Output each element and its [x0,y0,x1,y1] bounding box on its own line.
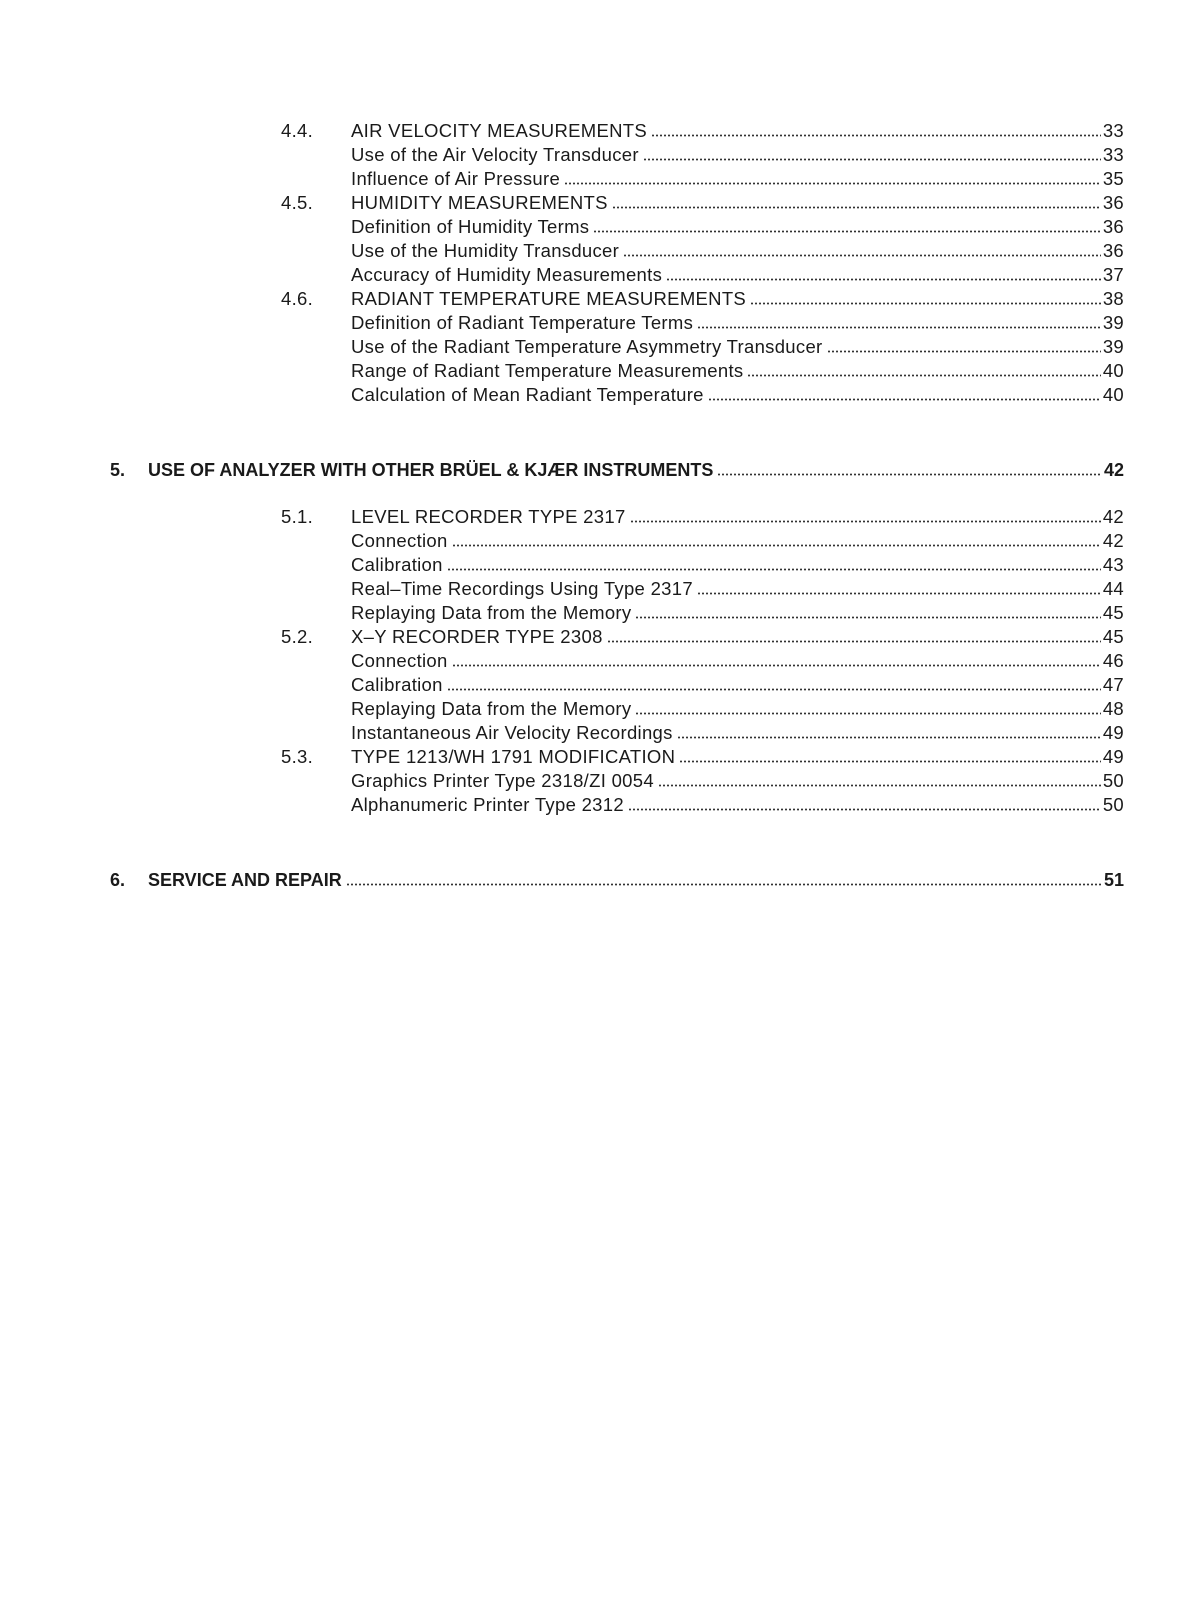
dot-leader [679,760,1101,763]
section-number: 5.3. [281,746,314,767]
toc-entry-5-1-d[interactable] [0,602,1196,624]
toc-entry-4-6-b[interactable] [0,336,1196,358]
page-number: 50 [1102,770,1124,791]
page-number: 44 [1102,578,1124,599]
dot-leader [628,808,1101,811]
entry-title: Connection [351,650,448,671]
toc-entry-5-2-c[interactable] [0,698,1196,720]
page-number: 36 [1102,240,1124,261]
toc-entry-4-6-a[interactable] [0,312,1196,334]
toc-entry-5-1-a[interactable] [0,530,1196,552]
entry-title: Calibration [351,674,443,695]
page-number: 50 [1102,794,1124,815]
page-number: 40 [1102,384,1124,405]
entry-title: Definition of Radiant Temperature Terms [351,312,694,333]
toc-entry-4-4[interactable] [0,120,1196,142]
entry-title: LEVEL RECORDER TYPE 2317 [351,506,626,527]
toc-entry-5-1-b[interactable] [0,554,1196,576]
page-number: 39 [1102,336,1124,357]
toc-entry-5-3[interactable] [0,746,1196,768]
chapter-title: SERVICE AND REPAIR [148,870,342,890]
entry-title: Use of the Humidity Transducer [351,240,620,261]
toc-entry-4-4-a[interactable] [0,144,1196,166]
page-number: 46 [1102,650,1124,671]
dot-leader [612,206,1101,209]
dot-leader [607,640,1101,643]
page-number: 42 [1103,460,1124,480]
page-number: 43 [1102,554,1124,575]
entry-title: X–Y RECORDER TYPE 2308 [351,626,603,647]
dot-leader [658,784,1101,787]
page-number: 38 [1102,288,1124,309]
page-number: 47 [1102,674,1124,695]
toc-entry-5-2-b[interactable] [0,674,1196,696]
chapter-title: USE OF ANALYZER WITH OTHER BRÜEL & KJÆR INSTRUMENTS [148,460,714,480]
toc-entry-5-3-b[interactable] [0,794,1196,816]
chapter-number: 6. [110,870,126,890]
toc-entry-4-6[interactable] [0,288,1196,310]
toc-chapter-5[interactable] [0,459,1196,481]
toc-entry-5-2[interactable] [0,626,1196,648]
dot-leader [651,134,1101,137]
entry-title: Calibration [351,554,443,575]
dot-leader [630,520,1101,523]
dot-leader [346,883,1102,886]
page-number: 48 [1102,698,1124,719]
entry-title: Replaying Data from the Memory [351,602,632,623]
entry-title: Influence of Air Pressure [351,168,561,189]
dot-leader [747,374,1100,377]
entry-title: AIR VELOCITY MEASUREMENTS [351,120,648,141]
page-number: 33 [1102,120,1124,141]
entry-title: Use of the Air Velocity Transducer [351,144,639,165]
toc-entry-5-1[interactable] [0,506,1196,528]
dot-leader [564,182,1101,185]
entry-title: Definition of Humidity Terms [351,216,590,237]
toc-entry-4-5-b[interactable] [0,240,1196,262]
entry-title: Replaying Data from the Memory [351,698,632,719]
chapter-number: 5. [110,460,126,480]
section-number: 4.5. [281,192,314,213]
entry-title: Instantaneous Air Velocity Recordings [351,722,673,743]
dot-leader [593,230,1100,233]
dot-leader [635,616,1100,619]
dot-leader [697,326,1101,329]
dot-leader [447,568,1101,571]
page-number: 51 [1103,870,1124,890]
entry-title: Graphics Printer Type 2318/ZI 0054 [351,770,654,791]
page-number: 37 [1102,264,1124,285]
toc-entry-5-1-c[interactable] [0,578,1196,600]
page-number: 35 [1102,168,1124,189]
page-number: 45 [1102,602,1124,623]
dot-leader [666,278,1101,281]
dot-leader [623,254,1101,257]
toc-entry-5-3-a[interactable] [0,770,1196,792]
dot-leader [677,736,1101,739]
toc-entry-4-5-c[interactable] [0,264,1196,286]
toc-entry-4-4-b[interactable] [0,168,1196,190]
dot-leader [452,664,1101,667]
page-number: 49 [1102,746,1124,767]
page-number: 36 [1102,192,1124,213]
dot-leader [447,688,1101,691]
toc-entry-4-6-c[interactable] [0,360,1196,382]
section-number: 4.4. [281,120,314,141]
entry-title: Accuracy of Humidity Measurements [351,264,663,285]
section-number: 4.6. [281,288,314,309]
dot-leader [697,592,1101,595]
dot-leader [827,350,1101,353]
entry-title: HUMIDITY MEASUREMENTS [351,192,608,213]
toc-entry-5-2-a[interactable] [0,650,1196,672]
section-number: 5.1. [281,506,314,527]
section-number: 5.2. [281,626,314,647]
entry-title: Calculation of Mean Radiant Temperature [351,384,704,405]
toc-entry-4-6-d[interactable] [0,384,1196,406]
entry-title: Real–Time Recordings Using Type 2317 [351,578,693,599]
page-number: 33 [1102,144,1124,165]
toc-entry-5-2-d[interactable] [0,722,1196,744]
entry-title: Connection [351,530,448,551]
entry-title: Use of the Radiant Temperature Asymmetry Transducer [351,336,823,357]
page-number: 42 [1102,530,1124,551]
dot-leader [643,158,1101,161]
page-number: 42 [1102,506,1124,527]
dot-leader [750,302,1101,305]
page-number: 36 [1102,216,1124,237]
dot-leader [635,712,1100,715]
dot-leader [708,398,1101,401]
page-number: 39 [1102,312,1124,333]
page-number: 40 [1102,360,1124,381]
toc-chapter-6[interactable] [0,869,1196,891]
toc-entry-4-5[interactable] [0,192,1196,214]
page-number: 49 [1102,722,1124,743]
entry-title: Range of Radiant Temperature Measurements [351,360,744,381]
dot-leader [452,544,1101,547]
entry-title: TYPE 1213/WH 1791 MODIFICATION [351,746,676,767]
dot-leader [717,473,1102,476]
entry-title: Alphanumeric Printer Type 2312 [351,794,624,815]
entry-title: RADIANT TEMPERATURE MEASUREMENTS [351,288,747,309]
page-number: 45 [1102,626,1124,647]
toc-entry-4-5-a[interactable] [0,216,1196,238]
